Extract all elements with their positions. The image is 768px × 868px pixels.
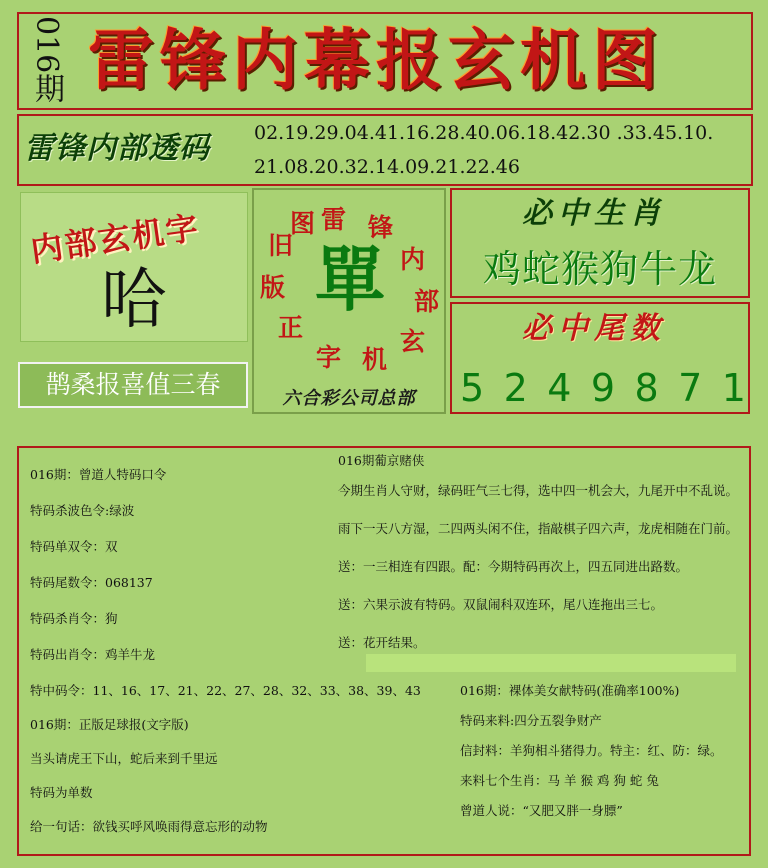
ring-char: 内 [400,245,426,274]
codes-line-2: 21.08.20.32.14.09.21.22.46 [254,156,520,178]
ring-char: 字 [316,343,342,372]
lower-left-item: 给一句话：欲钱买呼风唤雨得意忘形的动物 [30,819,268,834]
left-info-list [30,464,330,680]
left-info-item: 特码出肖令：鸡羊牛龙 [30,647,156,662]
highlight-bar [366,654,736,672]
right-info-line: 送：花开结果。 [338,635,426,650]
tail-number: 8 [634,366,659,410]
left-info-item: 特码杀肖令：狗 [30,611,118,626]
right-info-line: 送：一三相连有四跟。配：今期特码再次上，四五同进出路数。 [338,559,689,574]
ring-char: 玄 [400,327,426,356]
tail-number: 9 [590,366,616,410]
ring-char: 锋 [368,213,394,242]
mystery-character: 哈 [101,261,167,338]
ring-char: 雷 [321,205,347,234]
zodiac-animals: 鸡蛇猴狗牛龙 [482,247,717,291]
lower-left-item: 特码为单数 [30,785,93,800]
mystery-title: 内部玄机字 [28,208,203,270]
tail-title: 必中尾数 [522,311,666,346]
tail-number: 1 [721,366,746,410]
right-info-line: 今期生肖人守财，绿码旺气三七得，选中四一机会大，九尾开中不乱说。 [338,483,739,498]
ring-char: 旧 [268,231,294,260]
company-name: 六合彩公司总部 [282,388,416,409]
issue-number [26,16,66,108]
ring-char: 正 [278,313,304,342]
zodiac-title: 必中生肖 [522,196,666,231]
left-info-item: 特码单双令：双 [30,539,118,554]
right-info-title: 016期葡京赌侠 [338,453,425,468]
ring-char: 版 [260,273,286,302]
right-info-line: 送：六果示波有特码。双鼠闹科双连环，尾八连拖出三七。 [338,597,664,612]
center-main-char: 單 [315,238,385,321]
lower-right-list [460,680,746,830]
lower-left-item: 016期：正版足球报(文字版) [30,717,189,732]
lower-right-item: 曾道人说：“又肥又胖一身膘” [460,803,623,818]
page-title: 雷锋内幕报玄机图 [88,21,664,99]
lower-left-item: 特中码令：11、16、17、21、22、27、28、32、33、38、39、43 [30,683,421,698]
ring-char: 机 [362,345,388,374]
ring-char: 部 [414,287,440,316]
issue-suffix: 期 [29,73,64,104]
lower-right-item: 特码来料:四分五裂争财产 [460,713,602,728]
left-info-item: 016期：曾道人特码口令 [30,467,167,482]
tail-numbers [460,364,746,412]
ring-char: 图 [290,209,316,238]
tail-number: 2 [503,366,528,410]
tail-number: 5 [460,366,485,410]
right-info-line: 雨下一天八方湿，二四两头闲不住，指敲棋子四六声，龙虎相随在门前。 [338,521,739,536]
lower-right-item: 016期：裸体美女献特码(准确率100%) [460,683,680,698]
tail-number: 7 [678,366,703,410]
lower-left-list [30,680,450,850]
lower-right-item: 信封料：羊狗相斗猪得力。特主：红、防：绿。 [460,743,723,758]
left-info-item: 特码杀波色令:绿波 [30,503,135,518]
left-info-item: 特码尾数令：068137 [30,575,153,590]
right-info [338,450,744,670]
lower-left-item: 当头请虎王下山，蛇后来到千里远 [30,751,218,766]
codes-label: 雷锋内部透码 [24,131,210,166]
codes-line-1: 02.19.29.04.41.16.28.40.06.18.42.30 .33.45.10. [254,122,714,144]
lower-right-item: 来料七个生肖：马 羊 猴 鸡 狗 蛇 兔 [460,773,659,788]
issue-number-value: 016 [29,16,64,74]
tail-number: 4 [547,366,572,410]
mystery-poem: 鹊桑报喜值三春 [45,370,221,399]
